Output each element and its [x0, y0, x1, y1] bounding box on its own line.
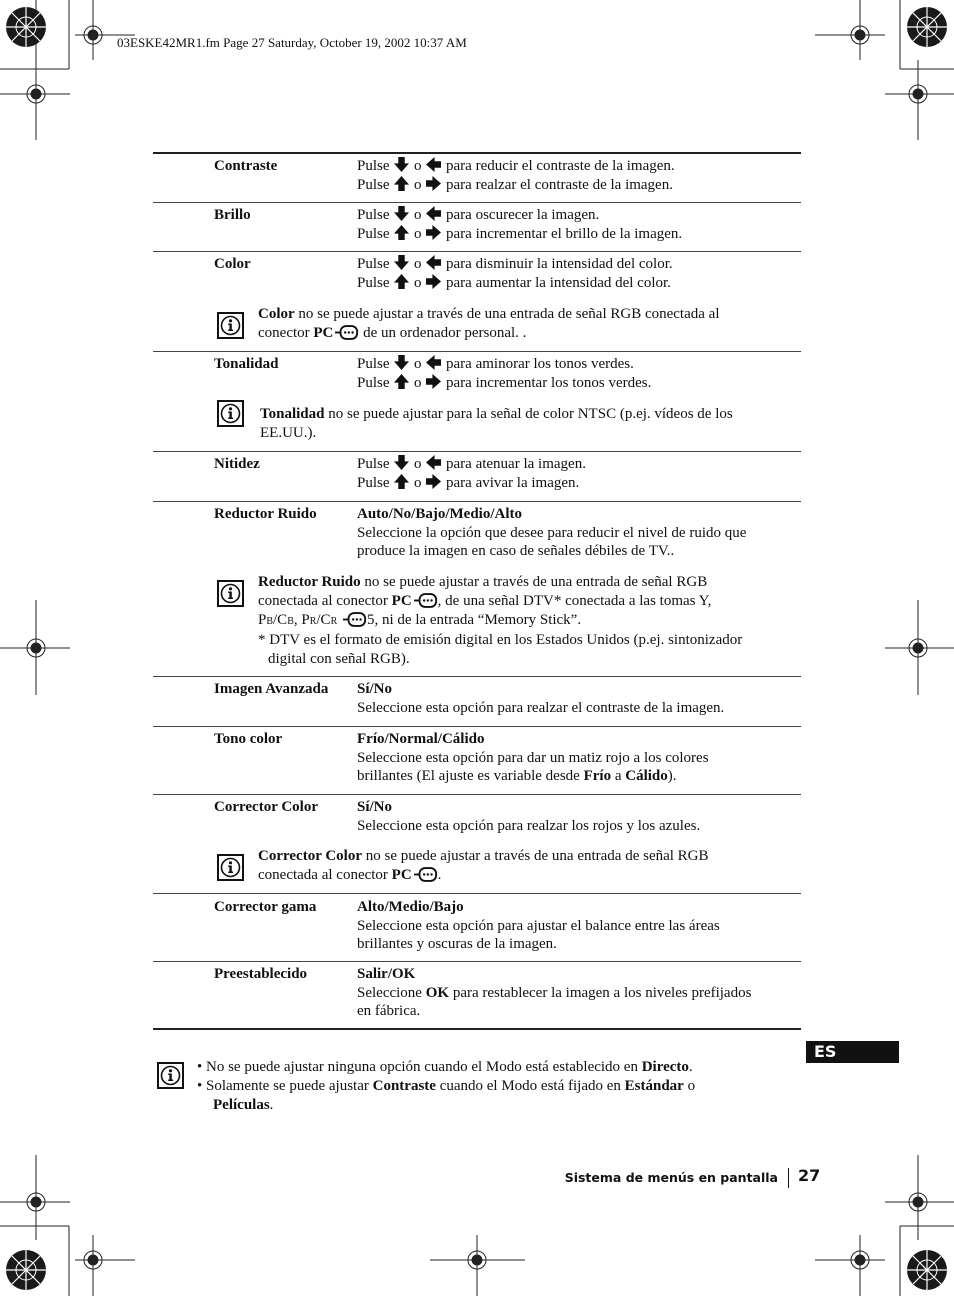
arrow-down-icon	[394, 157, 409, 172]
page-number: 27	[798, 1166, 821, 1185]
desc-keyword: Frío	[583, 768, 612, 784]
bullet-text: .	[269, 1097, 274, 1113]
note-keyword: PC	[391, 593, 412, 609]
table-bottom-rule	[153, 1028, 801, 1030]
bullet-keyword: Estándar	[624, 1078, 684, 1094]
desc-text: Seleccione	[357, 984, 426, 1001]
note-text: conector	[258, 325, 314, 341]
instruction-line	[357, 374, 801, 393]
row-divider	[153, 961, 801, 962]
text-pulse: Pulse	[357, 207, 390, 223]
arrow-left-icon	[426, 206, 441, 221]
note-text: P	[258, 612, 267, 628]
footer-separator	[788, 1168, 789, 1188]
note-footnote: digital con señal RGB).	[268, 651, 410, 667]
row-label-tono-color: Tono color	[214, 731, 283, 747]
desc-line: brillantes y oscuras de la imagen.	[357, 936, 557, 952]
note-reductor-ruido	[258, 573, 803, 669]
arrow-right-icon	[426, 374, 441, 389]
row-label-reductor-ruido: Reductor Ruido	[214, 506, 317, 522]
row-divider	[153, 451, 801, 452]
row-label-corrector-gama: Corrector gama	[214, 899, 317, 915]
arrow-down-icon	[394, 206, 409, 221]
text-o: o	[414, 158, 422, 174]
desc-line: en fábrica.	[357, 1003, 421, 1019]
arrow-up-icon	[394, 176, 409, 191]
instruction-line	[357, 474, 801, 493]
desc-text: para restablecer la imagen a los niveles prefijados	[449, 984, 752, 1001]
desc-text: ).	[667, 768, 677, 784]
bottom-notes	[197, 1058, 797, 1115]
option-values: Frío/Normal/Cálido	[357, 731, 485, 747]
note-text: no se puede ajustar a través de una entrada de señal RGB	[360, 574, 708, 590]
desc-line: Seleccione esta opción para dar un matiz rojo a los colores	[357, 749, 709, 766]
row-desc-nitidez	[357, 455, 801, 492]
info-icon	[157, 1062, 184, 1089]
desc-line: Seleccione esta opción para realzar los rojos y los azules.	[357, 817, 701, 834]
note-subscript: R	[330, 616, 338, 627]
table-top-rule	[153, 152, 801, 154]
note-text: no se puede ajustar a través de una entrada de señal RGB	[361, 848, 709, 864]
note-color	[258, 305, 803, 343]
option-values: Salir/OK	[357, 966, 416, 982]
row-desc-corrector-color	[357, 798, 801, 835]
arrow-down-icon	[394, 355, 409, 370]
note-text: no se puede ajustar para la señal de color NTSC (p.ej. vídeos de los	[324, 406, 733, 422]
note-tonalidad	[260, 405, 805, 443]
desc-line: produce la imagen en caso de señales débiles de TV..	[357, 543, 675, 559]
arrow-up-icon	[394, 374, 409, 389]
option-values: Alto/Medio/Bajo	[357, 899, 464, 915]
instruction-text: para atenuar la imagen.	[446, 456, 586, 472]
note-text: , P	[293, 612, 310, 628]
arrow-up-icon	[394, 274, 409, 289]
row-label-preestablecido: Preestablecido	[214, 966, 308, 982]
text-o: o	[414, 456, 422, 472]
bullet-item	[197, 1077, 797, 1096]
note-text: 5, ni de la entrada “Memory Stick”.	[367, 612, 582, 628]
note-text: conectada al conector	[258, 593, 392, 609]
instruction-text: para incrementar los tonos verdes.	[446, 374, 652, 391]
note-subscript: B	[266, 616, 274, 627]
info-icon	[217, 312, 244, 339]
note-keyword: PC	[391, 867, 412, 883]
text-pulse: Pulse	[357, 225, 390, 242]
pc-connector-icon	[414, 593, 438, 608]
row-divider	[153, 251, 801, 252]
instruction-line	[357, 176, 801, 195]
text-pulse: Pulse	[357, 374, 390, 391]
note-keyword: Corrector Color	[258, 848, 362, 864]
row-desc-preestablecido	[357, 965, 801, 1021]
row-divider	[153, 794, 801, 795]
instruction-line	[357, 355, 801, 374]
note-keyword: Color	[258, 306, 295, 322]
arrow-down-icon	[394, 455, 409, 470]
arrow-down-icon	[394, 255, 409, 270]
note-footnote: * DTV es el formato de emisión digital en los Estados Unidos (p.ej. sintonizador	[258, 632, 743, 648]
note-text: de un ordenador personal. .	[359, 325, 527, 341]
text-o: o	[414, 256, 422, 272]
arrow-right-icon	[426, 225, 441, 240]
note-keyword: Reductor Ruido	[258, 574, 361, 590]
instruction-line	[357, 255, 801, 274]
row-desc-tono-color	[357, 730, 801, 786]
row-divider	[153, 501, 801, 502]
instruction-line	[357, 274, 801, 293]
note-text: /C	[316, 612, 331, 628]
text-pulse: Pulse	[357, 456, 390, 472]
bullet-text: cuando el Modo está fijado en	[435, 1078, 625, 1094]
arrow-left-icon	[426, 255, 441, 270]
row-label-brillo: Brillo	[214, 207, 251, 223]
row-desc-corrector-gama	[357, 898, 801, 954]
row-divider	[153, 202, 801, 203]
instruction-line	[357, 206, 801, 225]
instruction-text: para avivar la imagen.	[446, 474, 580, 491]
text-o: o	[414, 176, 422, 193]
text-pulse: Pulse	[357, 274, 390, 291]
file-stamp: 03ESKE42MR1.fm Page 27 Saturday, October 19, 2002 10:37 AM	[117, 35, 467, 50]
arrow-right-icon	[426, 176, 441, 191]
desc-line: Seleccione esta opción para ajustar el balance entre las áreas	[357, 917, 720, 934]
row-label-tonalidad: Tonalidad	[214, 356, 279, 372]
row-label-corrector-color: Corrector Color	[214, 799, 318, 815]
row-desc-contraste	[357, 157, 801, 194]
desc-keyword: OK	[425, 984, 450, 1001]
note-text: /C	[273, 612, 288, 628]
instruction-text: para aminorar los tonos verdes.	[446, 356, 634, 372]
row-divider	[153, 893, 801, 894]
bullet-text: • No se puede ajustar ninguna opción cuando el Modo está establecido en	[197, 1059, 642, 1075]
instruction-text: para incrementar el brillo de la imagen.	[446, 225, 683, 242]
info-icon	[217, 580, 244, 607]
row-divider	[153, 676, 801, 677]
pc-connector-icon	[414, 867, 438, 882]
arrow-left-icon	[426, 355, 441, 370]
row-desc-tonalidad	[357, 355, 801, 392]
arrow-up-icon	[394, 225, 409, 240]
row-label-contraste: Contraste	[214, 158, 278, 174]
instruction-line	[357, 157, 801, 176]
instruction-line	[357, 455, 801, 474]
text-o: o	[414, 356, 422, 372]
language-tab: ES	[806, 1041, 899, 1063]
note-text: conectada al conector	[258, 867, 392, 883]
text-o: o	[414, 474, 422, 491]
note-text: , de una señal DTV* conectada a las tomas Y,	[437, 593, 712, 609]
text-pulse: Pulse	[357, 158, 390, 174]
row-desc-color	[357, 255, 801, 292]
text-pulse: Pulse	[357, 256, 390, 272]
arrow-left-icon	[426, 455, 441, 470]
instruction-text: para oscurecer la imagen.	[446, 207, 600, 223]
info-icon	[217, 854, 244, 881]
pc-connector-icon	[335, 325, 359, 340]
instruction-text: para aumentar la intensidad del color.	[446, 274, 671, 291]
row-desc-reductor-ruido	[357, 505, 801, 561]
note-text: EE.UU.).	[260, 425, 317, 441]
desc-text: brillantes (El ajuste es variable desde	[357, 768, 584, 784]
bullet-item-continued	[197, 1096, 797, 1115]
note-text: .	[437, 867, 442, 883]
arrow-right-icon	[426, 474, 441, 489]
text-o: o	[414, 207, 422, 223]
arrow-right-icon	[426, 274, 441, 289]
bullet-item	[197, 1058, 797, 1077]
bullet-keyword: Directo	[641, 1059, 689, 1075]
arrow-left-icon	[426, 157, 441, 172]
desc-text: a	[611, 768, 626, 784]
desc-line: Seleccione la opción que desee para reducir el nivel de ruido que	[357, 524, 747, 541]
note-keyword: PC	[313, 325, 334, 341]
desc-keyword: Cálido	[625, 768, 668, 784]
instruction-text: para disminuir la intensidad del color.	[446, 256, 673, 272]
bullet-text: o	[683, 1078, 696, 1094]
bullet-keyword: Películas	[213, 1097, 270, 1113]
note-corrector-color	[258, 847, 803, 885]
instruction-line	[357, 225, 801, 244]
row-desc-imagen-avanzada	[357, 680, 801, 717]
desc-line: Seleccione esta opción para realzar el contraste de la imagen.	[357, 699, 725, 716]
info-icon	[217, 400, 244, 427]
text-o: o	[414, 374, 422, 391]
bullet-text: .	[688, 1059, 693, 1075]
arrow-up-icon	[394, 474, 409, 489]
text-pulse: Pulse	[357, 474, 390, 491]
option-values: Sí/No	[357, 799, 393, 815]
row-desc-brillo	[357, 206, 801, 243]
note-subscript: R	[309, 616, 317, 627]
note-keyword: Tonalidad	[260, 406, 325, 422]
row-divider	[153, 726, 801, 727]
row-divider	[153, 351, 801, 352]
row-label-imagen-avanzada: Imagen Avanzada	[214, 681, 329, 697]
bullet-text: • Solamente se puede ajustar	[197, 1078, 373, 1094]
text-pulse: Pulse	[357, 356, 390, 372]
text-o: o	[414, 225, 422, 242]
option-values: Auto/No/Bajo/Medio/Alto	[357, 506, 522, 522]
component-connector-icon	[343, 612, 367, 627]
text-pulse: Pulse	[357, 176, 390, 193]
instruction-text: para reducir el contraste de la imagen.	[446, 158, 675, 174]
footer-section-title: Sistema de menús en pantalla	[564, 1170, 778, 1185]
option-values: Sí/No	[357, 681, 393, 697]
note-subscript: B	[287, 616, 294, 627]
instruction-text: para realzar el contraste de la imagen.	[446, 176, 673, 193]
note-text: no se puede ajustar a través de una entrada de señal RGB conectada al	[294, 306, 720, 322]
text-o: o	[414, 274, 422, 291]
row-label-nitidez: Nitidez	[214, 456, 260, 472]
row-label-color: Color	[214, 256, 251, 272]
bullet-keyword: Contraste	[372, 1078, 436, 1094]
